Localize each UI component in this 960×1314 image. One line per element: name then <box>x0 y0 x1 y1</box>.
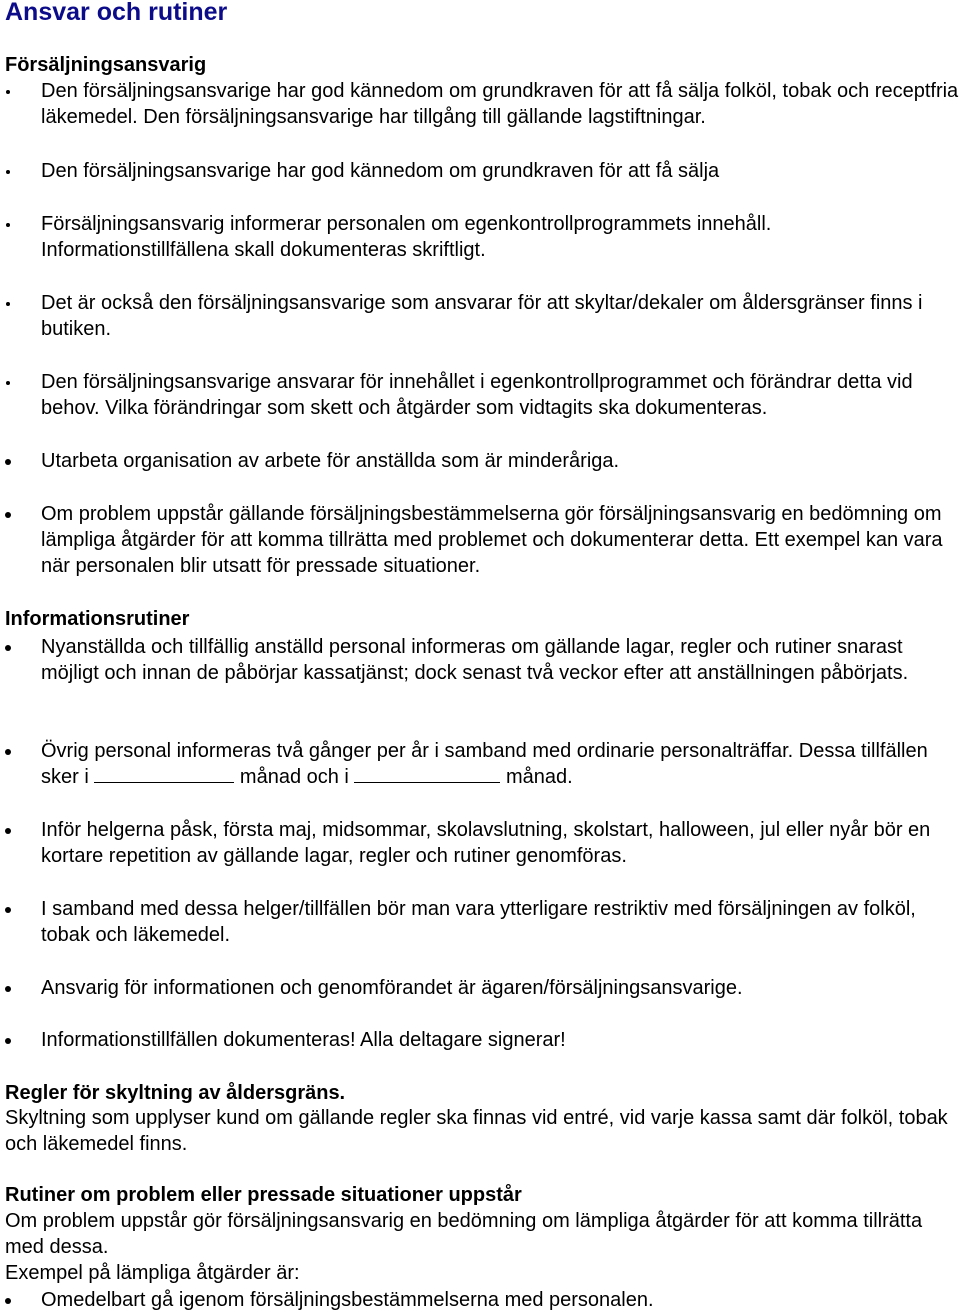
section-heading-skyltning: Regler för skyltning av åldersgräns. <box>5 1082 346 1104</box>
bullet-icon <box>6 90 10 94</box>
paragraph-problem: Om problem uppstår gör försäljningsansvarig en bedömning om lämpliga åtgärder för att komma tillrätta med dessa. <box>5 1210 923 1258</box>
fill-in-blank <box>354 764 500 783</box>
bullet-icon <box>6 381 10 385</box>
bullet-icon <box>5 1298 11 1304</box>
bullet-icon <box>5 459 11 465</box>
paragraph-skyltning: Skyltning som upplyser kund om gällande regler ska finnas vid entré, vid varje kassa samt där folköl, tobak och läkemedel finns. <box>5 1107 948 1155</box>
fill-in-blank <box>94 764 234 783</box>
section-heading-informationsrutiner: Informationsrutiner <box>5 608 190 630</box>
bullet-icon <box>6 302 10 306</box>
bullet-icon <box>5 512 11 518</box>
section-heading-forsaljningsansvarig: Försäljningsansvarig <box>5 54 207 76</box>
bullet-icon <box>5 907 11 913</box>
page-title: Ansvar och rutiner <box>5 0 228 26</box>
bullet-icon <box>5 828 11 834</box>
paragraph-exempel: Exempel på lämpliga åtgärder är: <box>5 1262 300 1284</box>
bullet-icon <box>5 1038 11 1044</box>
bullet-icon <box>5 645 11 651</box>
bullet-icon <box>6 223 10 227</box>
bullet-icon <box>6 170 10 174</box>
bullet-icon <box>5 986 11 992</box>
bullet-icon <box>5 749 11 755</box>
section-heading-problem: Rutiner om problem eller pressade situationer uppstår <box>5 1184 522 1206</box>
